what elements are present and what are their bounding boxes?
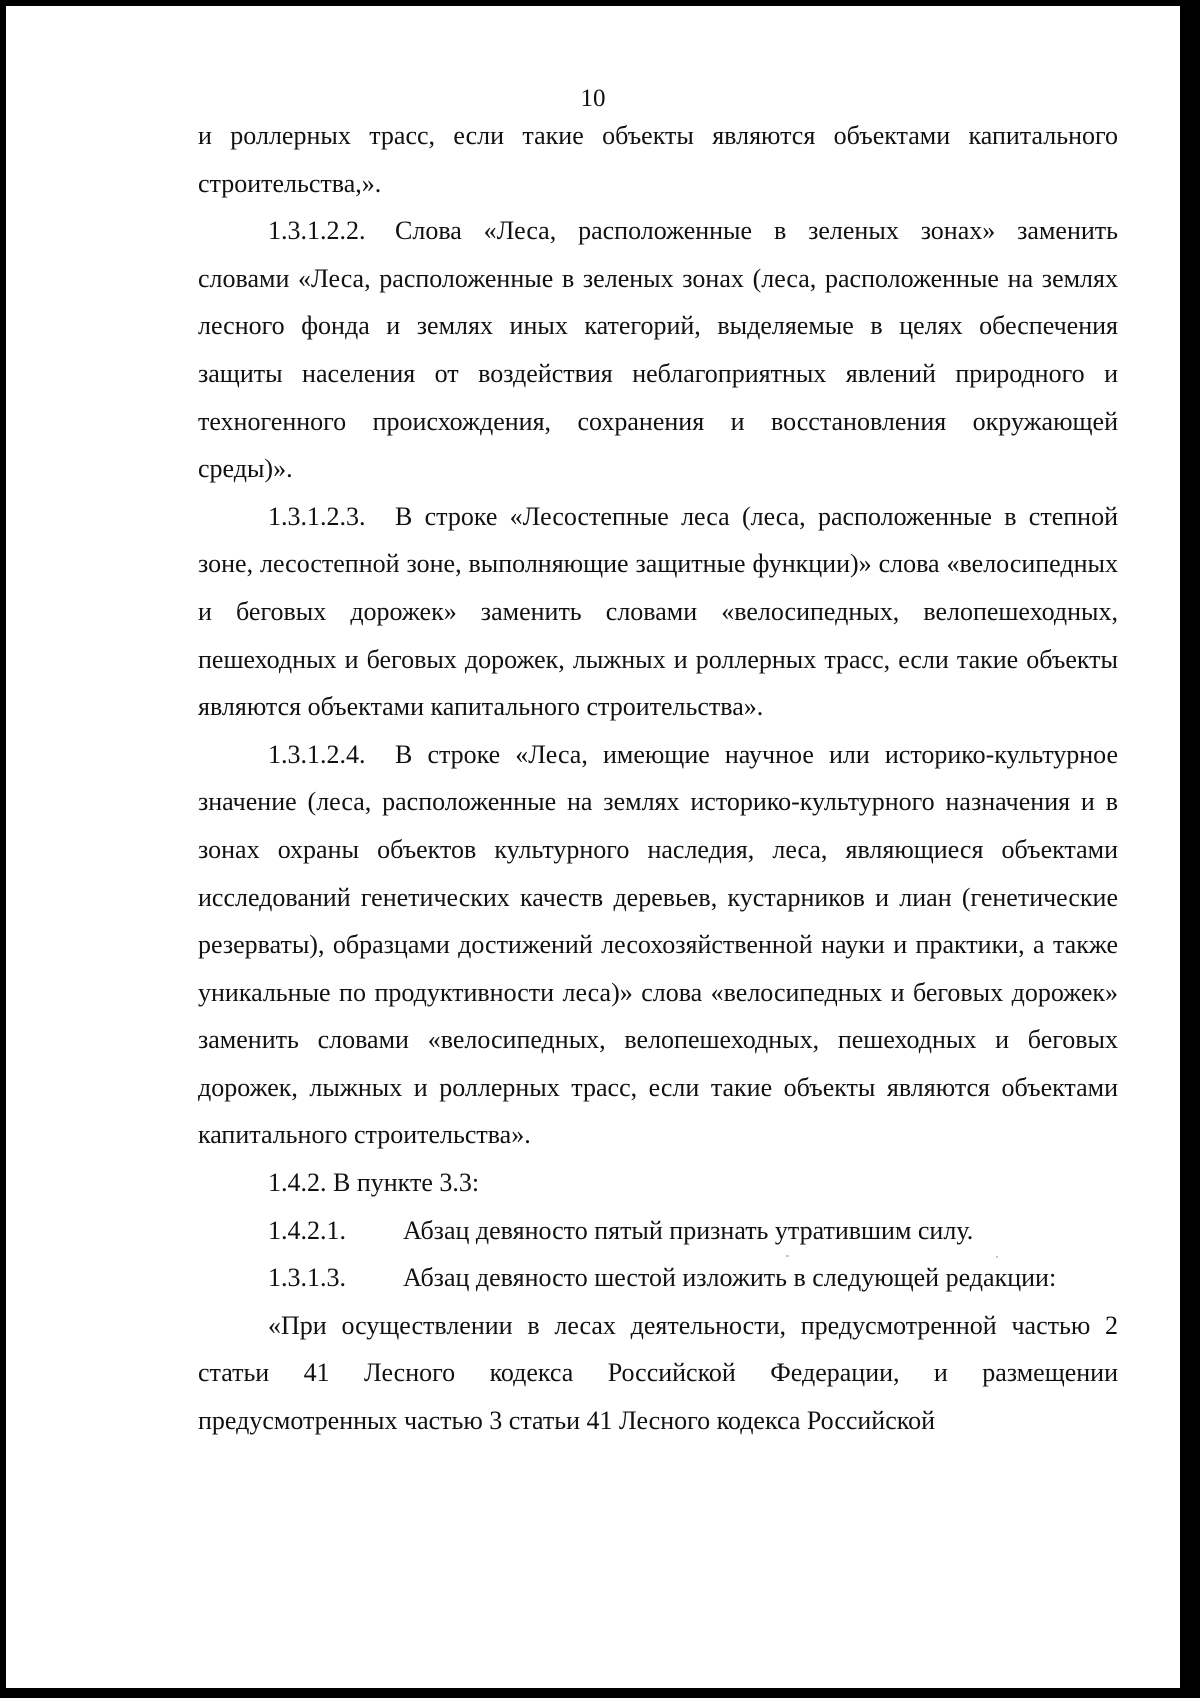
paragraph-number: 1.4.2.1. (268, 1215, 346, 1245)
paragraph-1-3-1-2-3 (198, 493, 1118, 731)
paragraph-text: Слова «Леса, расположенные в зеленых зонах» заменить словами «Леса, расположенные в зеленых зонах (леса, расположенные на землях лесного фонда и землях иных категорий, выделяемые в целях обеспечения защиты населения от воздействия неблагоприятных явлений природного и техногенного происхождения, сохранения и восстановления окружающей среды)». (198, 216, 1118, 484)
paragraph-text: 1.4.2. В пункте 3.3: (268, 1168, 480, 1198)
document-page (6, 6, 1180, 1688)
paragraph-number: 1.3.1.2.2. (268, 216, 366, 246)
paragraph-1-4-2 (198, 1159, 1118, 1207)
paragraph-1-3-1-3 (198, 1254, 1118, 1302)
paragraph-text: В строке «Леса, имеющие научное или историко-культурное значение (леса, расположенные на землях историко-культурного назначения и в зонах охраны объектов культурного наследия, леса, являющиеся объектами исследований генетических качеств деревьев, кустарников и лиан (генетические резерваты), образцами достижений лесохозяйственной науки и практики, а также уникальные по продуктивности леса)» слова «велосипедных и беговых дорожек» заменить словами «велосипедных, велопешеходных, пешеходных и беговых дорожек, лыжных и роллерных трасс, если такие объекты являются объектами капитального строительства». (198, 739, 1118, 1150)
paragraph-continuation (198, 112, 1118, 207)
paragraph-text: «При осуществлении в лесах деятельности, предусмотренной частью 2 статьи 41 Лесного кодекса Российской Федерации, и размещении предусмотренных частью 3 статьи 41 Лесного кодекса Российской (198, 1310, 1118, 1436)
paragraph-text: Абзац девяносто пятый признать утратившим силу. (403, 1215, 974, 1245)
page-number: 10 (580, 85, 606, 112)
paragraph-number: 1.3.1.2.3. (268, 501, 366, 531)
paragraph-text: Абзац девяносто шестой изложить в следующей редакции: (403, 1263, 1057, 1293)
paragraph-quote (198, 1302, 1118, 1445)
paragraph-text: и роллерных трасс, если такие объекты являются объектами капитального строительства,». (198, 121, 1118, 198)
paragraph-1-3-1-2-2 (198, 207, 1118, 493)
paragraph-1-4-2-1 (198, 1207, 1118, 1255)
scan-speck (786, 1255, 789, 1257)
paragraph-number: 1.3.1.2.4. (268, 739, 366, 769)
scan-speck (996, 1256, 998, 1258)
document-body (198, 112, 1118, 1445)
paragraph-1-3-1-2-4 (198, 731, 1118, 1159)
paragraph-text: В строке «Лесостепные леса (леса, расположенные в степной зоне, лесостепной зоне, выполняющие защитные функции)» слова «велосипедных и беговых дорожек» заменить словами «велосипедных, велопешеходных, пешеходных и беговых дорожек, лыжных и роллерных трасс, если такие объекты являются объектами капитального строительства». (198, 501, 1118, 722)
paragraph-number: 1.3.1.3. (268, 1263, 346, 1293)
